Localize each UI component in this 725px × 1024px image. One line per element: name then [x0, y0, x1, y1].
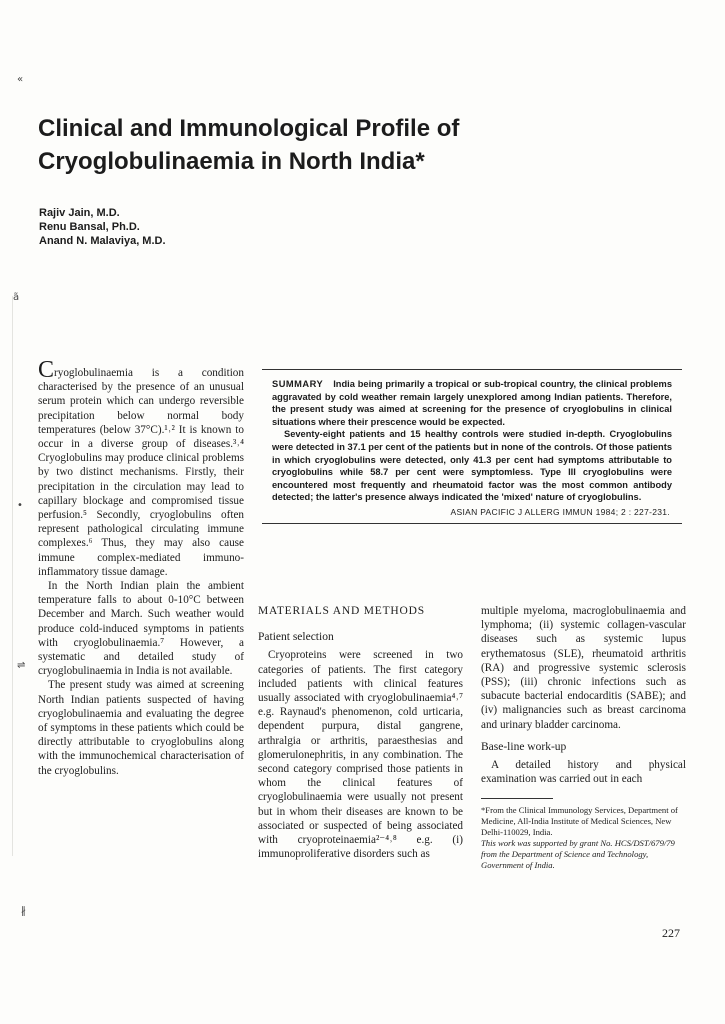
drop-cap: C: [38, 357, 55, 383]
margin-mark: •: [17, 500, 23, 511]
margin-mark: ∦: [21, 906, 26, 917]
subsection-heading: Patient selection: [258, 631, 334, 644]
page-number: 227: [662, 926, 680, 940]
summary-bottom-rule: [262, 523, 682, 524]
author-list: [39, 206, 166, 248]
author: Rajiv Jain, M.D.: [39, 207, 120, 219]
summary-text: [262, 370, 682, 504]
margin-line: [12, 296, 13, 856]
summary-box: [262, 369, 682, 524]
footnote-rule: [481, 798, 553, 799]
intro-column: [38, 357, 244, 778]
methods-continuation: multiple myeloma, macroglobulinaemia and lymphoma; (ii) systemic collagen-vascular diseases such as systemic lupus erythematosus (SLE), rheumatoid arthritis (RA) and progressive systemic sclerosis (PSS); (iii) chronic infections such as subacute bacterial endocarditis (SABE); and (iv) malignancies such as breast carcinoma and urinary bladder carcinoma.: [481, 605, 686, 731]
third-column: [481, 604, 686, 871]
title-line: Cryoglobulinaemia in North India*: [38, 148, 425, 175]
margin-mark: ⇌: [17, 660, 26, 671]
intro-paragraph: Cryoglobulinaemia is a condition characterised by the presence of an unusual serum protein which can undergo reversible precipitation below normal body temperatures (below 37°C).¹˒² It is known to occur in a diverse group of diseases.³˒⁴ Cryoglobulins may produce clinical problems by two distinct mechanisms. Firstly, their precipitation in the circulation may lead to capillary blockage and compromised tissue perfusion.⁵ Secondly, cryoglobulins often represent pathological circulating immune complexes.⁶ Thus, they may also cause immune complex-mediated immuno-inflammatory tissue damage.: [38, 357, 244, 578]
workup-paragraph: A detailed history and physical examination was carried out in each: [481, 759, 686, 786]
margin-mark: ã: [13, 292, 20, 303]
author: Renu Bansal, Ph.D.: [39, 221, 140, 233]
summary-paragraph: SUMMARY India being primarily a tropical or sub-tropical country, the clinical problems aggravated by cold weather remain largely unexplored among Indian patients. Therefore, the present study was aimed at screening for the presence of cryoglobulins in clinical situations where their prescence would be expected.: [272, 379, 672, 427]
journal-citation: ASIAN PACIFIC J ALLERG IMMUN 1984; 2 : 227-231.: [450, 506, 670, 517]
section-heading: MATERIALS AND METHODS: [258, 605, 425, 617]
summary-label: SUMMARY: [272, 379, 324, 389]
footnote-affiliation: *From the Clinical Immunology Services, Department of Medicine, All-India Institute of Medical Sciences, New Delhi-110029, India.: [481, 805, 678, 838]
summary-paragraph: Seventy-eight patients and 15 healthy controls were studied in-depth. Cryoglobulins were detected in 37.1 per cent of the patients but in none of the controls. Of those patients in which cryoglobulins were detected, only 41.3 per cent had symptoms attributable to cryoglobulins while 58.7 per cent were symptomless. Type III cryoglobulins were encountered most frequently and rheumatoid factor was the most common antibody detected; the latter's presence always indicated the 'mixed' nature of cryoglobulins.: [272, 429, 672, 503]
methods-column: [258, 604, 463, 861]
intro-paragraph: The present study was aimed at screening North Indian patients suspected of having cryoglobulinaemia and evaluating the degree of symptoms in these patients which could be directly attributable to cryoglobulins along with the immunochemical characterisation of the cryoglobulins.: [38, 679, 244, 777]
subsection-heading: Base-line work-up: [481, 740, 567, 753]
author: Anand N. Malaviya, M.D.: [39, 235, 166, 247]
article-title: [38, 112, 558, 178]
title-line: Clinical and Immunological Profile of: [38, 115, 460, 142]
footnote: [481, 805, 686, 871]
methods-paragraph: Cryoproteins were screened in two categories of patients. The first category included patients with clinical features usually associated with cryoglobulinaemia⁴˒⁷ e.g. Raynaud's phenomenon, cold urticaria, dependent purpura, distal gangrene, arthralgia or arthritis, paraesthesias and glomerulonephritis, in any combination. The second category comprised those patients in whom the clinical features of cryoglobulinaemia were usually not present but in whom their diseases are known to be associated or suspected of being associated with cryoproteinaemia²⁻⁴˒⁸ e.g. (i) immunoproliferative disorders such as: [258, 649, 463, 861]
intro-paragraph: In the North Indian plain the ambient temperature falls to about 0-10°C between December and March. Such weather would produce cold-induced symptoms in patients with cryoglobulinaemia.⁷ However, a systematic and detailed study of cryoglobulinaemia in India is not available.: [38, 580, 244, 678]
footnote-support: This work was supported by grant No. HCS/DST/679/79 from the Department of Science and Technology, Government of India.: [481, 838, 675, 871]
margin-mark: «: [17, 74, 24, 85]
